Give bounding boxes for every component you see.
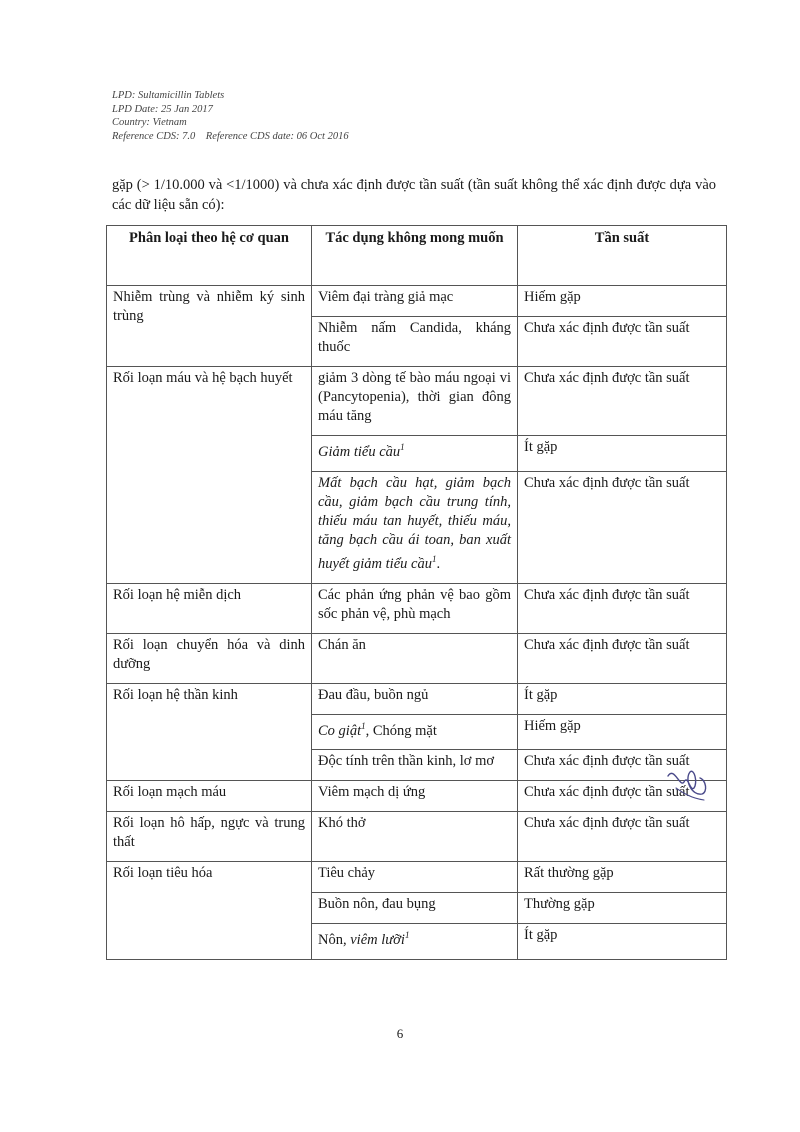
frequency-cell: Ít gặp — [518, 436, 727, 472]
table-row — [107, 583, 727, 633]
adverse-effect-cell — [312, 367, 518, 436]
table-row — [107, 862, 727, 893]
adverse-effect-text: Tiêu chảy — [318, 865, 376, 882]
footnote-marker: 1 — [361, 720, 366, 731]
adverse-effect-text: Đau đầu, buồn ngủ — [318, 686, 429, 703]
frequency-cell: Chưa xác định được tần suất — [518, 317, 727, 367]
adverse-effect-text: Buồn nôn, đau bụng — [318, 896, 436, 913]
table-row — [107, 367, 727, 436]
adverse-effect-text: Mất bạch cầu hạt, giảm bạch cầu, giảm bạch cầu trung tính, thiếu máu tan huyết, thiếu máu, tăng bạch cầu ái toan, ban xuất huyết giảm tiểu cầu — [318, 474, 511, 572]
adverse-effects-table — [106, 225, 727, 960]
document-header — [112, 89, 349, 143]
frequency-cell: Thường gặp — [518, 893, 727, 924]
table-header-row — [107, 226, 727, 286]
adverse-effect-text-italic: viêm lưỡi — [350, 932, 405, 949]
adverse-effect-text: Khó thở — [318, 815, 366, 832]
adverse-effect-cell — [312, 781, 518, 812]
header-frequency: Tần suất — [518, 226, 727, 286]
adverse-effect-cell — [312, 893, 518, 924]
adverse-effect-cell — [312, 317, 518, 367]
frequency-cell: Chưa xác định được tần suất — [518, 367, 727, 436]
header-line: Country: Vietnam — [112, 117, 187, 128]
adverse-effect-text: Chán ăn — [318, 636, 366, 653]
page-number: 6 — [396, 1026, 404, 1041]
adverse-effect-text: Viêm mạch dị ứng — [318, 784, 426, 801]
organ-class-cell: Rối loạn chuyển hóa và dinh dưỡng — [107, 633, 312, 683]
adverse-effect-text: Các phản ứng phản vệ bao gồm sốc phản vệ, phù mạch — [318, 586, 511, 622]
adverse-effect-text: Nôn, — [318, 932, 351, 949]
adverse-effect-text-tail: , Chóng mặt — [365, 722, 437, 739]
adverse-effect-cell — [312, 286, 518, 317]
adverse-effect-text: Viêm đại tràng giả mạc — [318, 289, 454, 305]
table-row — [107, 781, 727, 812]
adverse-effect-cell — [312, 862, 518, 893]
table-row — [107, 683, 727, 714]
footnote-marker: 1 — [431, 553, 437, 564]
header-line: LPD Date: 25 Jan 2017 — [112, 103, 213, 115]
adverse-effect-cell — [312, 924, 518, 960]
adverse-effect-cell — [312, 633, 518, 683]
intro-paragraph: gặp (> 1/10.000 và <1/1000) và chưa xác định được tần suất (tần suất không thể xác định được dựa vào các dữ liệu sẵn có): — [112, 177, 716, 213]
table-row — [107, 286, 727, 317]
organ-class-cell: Rối loạn mạch máu — [107, 781, 312, 812]
footnote-marker: 1 — [400, 442, 405, 452]
adverse-effect-text: Giảm tiểu cầu — [318, 443, 401, 460]
header-organ-class: Phân loại theo hệ cơ quan — [107, 226, 312, 286]
table-body — [107, 286, 727, 960]
organ-class-cell: Rối loạn tiêu hóa — [107, 862, 312, 960]
frequency-cell: Hiếm gặp — [518, 714, 727, 750]
signature-mark — [664, 758, 712, 804]
adverse-effect-text: Nhiễm nấm Candida, kháng thuốc — [318, 320, 511, 355]
organ-class-cell: Rối loạn hệ thần kinh — [107, 683, 312, 781]
footnote-marker: 1 — [404, 930, 410, 941]
frequency-cell: Hiếm gặp — [518, 286, 727, 317]
frequency-cell: Chưa xác định được tần suất — [518, 583, 727, 633]
adverse-effect-cell — [312, 683, 518, 714]
adverse-effect-text-tail: . — [436, 555, 441, 572]
adverse-effect-text: giảm 3 dòng tế bào máu ngoại vi (Pancytopenia), thời gian đông máu tăng — [318, 370, 511, 424]
frequency-cell: Rất thường gặp — [518, 862, 727, 893]
frequency-cell: Chưa xác định được tần suất — [518, 781, 727, 812]
frequency-cell: Chưa xác định được tần suất — [518, 750, 727, 781]
adverse-effect-cell — [312, 750, 518, 781]
adverse-effect-cell — [312, 714, 518, 750]
organ-class-cell: Rối loạn hệ miễn dịch — [107, 583, 312, 633]
adverse-effect-cell — [312, 812, 518, 862]
frequency-cell: Ít gặp — [518, 924, 727, 960]
adverse-effect-text: Co giật — [318, 722, 362, 739]
adverse-effect-cell — [312, 583, 518, 633]
header-adverse-effect: Tác dụng không mong muốn — [312, 226, 518, 286]
organ-class-cell: Nhiễm trùng và nhiễm ký sinh trùng — [107, 286, 312, 367]
table-row — [107, 633, 727, 683]
adverse-effect-cell — [312, 471, 518, 583]
frequency-cell: Chưa xác định được tần suất — [518, 633, 727, 683]
adverse-effect-text: Độc tính trên thần kinh, lơ mơ — [318, 753, 495, 770]
adverse-effect-cell — [312, 436, 518, 472]
organ-class-cell: Rối loạn hô hấp, ngực và trung thất — [107, 812, 312, 862]
frequency-cell: Chưa xác định được tần suất — [518, 812, 727, 862]
table-row — [107, 812, 727, 862]
frequency-cell: Chưa xác định được tần suất — [518, 471, 727, 583]
frequency-cell: Ít gặp — [518, 683, 727, 714]
organ-class-cell: Rối loạn máu và hệ bạch huyết — [107, 367, 312, 584]
header-line: Reference CDS: 7.0 Reference CDS date: 06 Oct 2016 — [112, 130, 349, 142]
header-line: LPD: Sultamicillin Tablets — [112, 90, 225, 101]
